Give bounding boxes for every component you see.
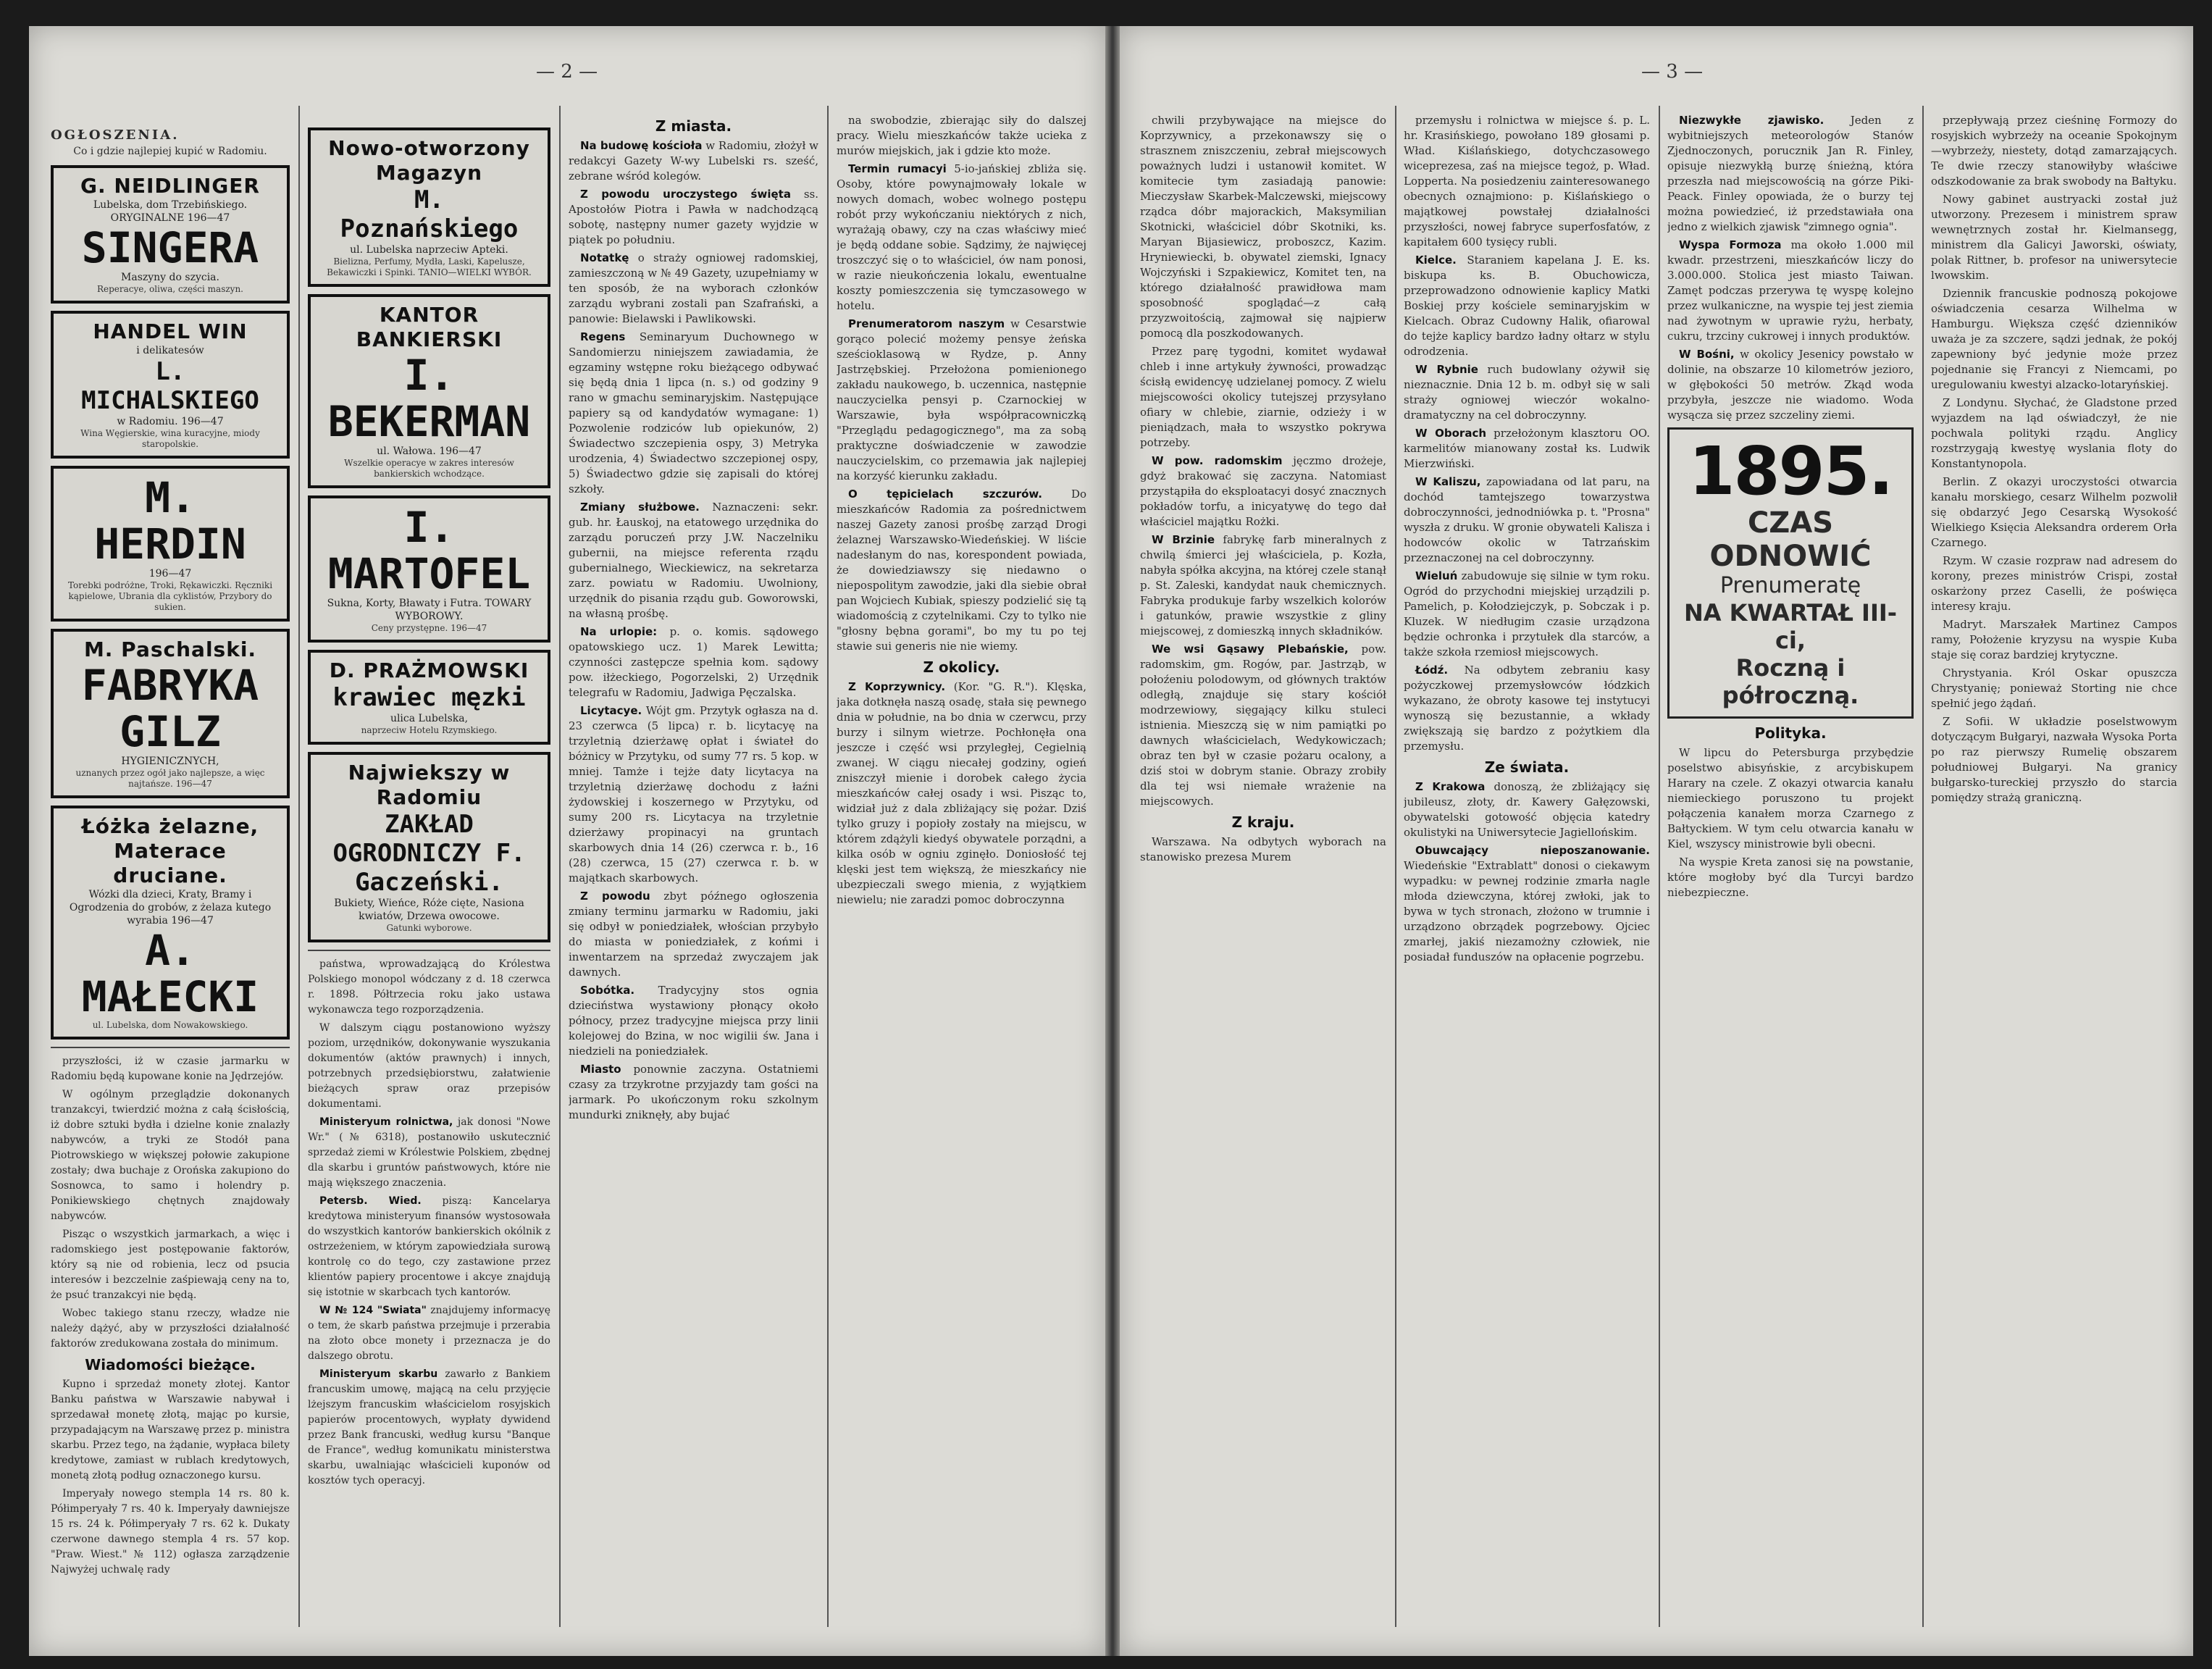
- ad-small-print: Reperacye, oliwa, części maszyn.: [96, 284, 243, 294]
- news-item-heading: W Brzinie: [1152, 533, 1215, 546]
- ad-small-print: Torebki podróżne, Troki, Rękawiczki. Ręczniki kąpielowe, Ubrania dla cyklistów, Przybory do sukien.: [67, 580, 273, 612]
- news-item-text: jęczmo drożeje, gdyż brakować się zaczyna. Natomiast przystąpiła do eksploatacyi dosyć znacznych pokładów torfu, a inicyatywę do tego dał właściciel majątku Rożki.: [1140, 454, 1386, 528]
- paragraph: Warszawa. Na odbytych wyborach na stanowisko prezesa Murem: [1140, 835, 1386, 863]
- news-item: [1404, 843, 1650, 965]
- paragraph: Wobec takiego stanu rzeczy, władze nie należy dążyć, aby w przyszłości działalność faktorów zredukowana została do minimum.: [51, 1308, 290, 1350]
- ad-headline: krawiec męzki: [332, 683, 526, 712]
- ads-section-title: OGŁOSZENIA.: [51, 127, 180, 143]
- ad-headline: SINGERA: [81, 223, 259, 272]
- advertisement: [51, 466, 290, 622]
- news-item-heading: Niezwykłe zjawisko.: [1679, 114, 1825, 127]
- news-item: [1404, 426, 1650, 472]
- divider: [308, 950, 550, 951]
- news-item-heading: W pow. radomskim: [1152, 454, 1283, 467]
- news-item-heading: W Bośni,: [1679, 348, 1735, 361]
- news-item: [837, 317, 1086, 484]
- news-item-heading: W Kaliszu,: [1415, 475, 1481, 488]
- news-item: [308, 1194, 550, 1300]
- column-rule: [559, 106, 561, 1627]
- news-item: [569, 983, 818, 1059]
- section-heading: Z okolicy.: [923, 658, 1000, 676]
- news-item-text: jak donosi "Nowe Wr." (№ 6318), postanowiło uskutecznić sprzedaż ziemi w Królestwie Polskiem, zbędnej dla skarbu i gruntów państwowych, które nie mają większego znaczenia.: [308, 1116, 550, 1189]
- ad-footer: Maszyny do szycia.: [121, 272, 219, 283]
- column-rule: [1659, 106, 1660, 1627]
- news-item-heading: Zmiany służbowe.: [580, 501, 700, 514]
- ad-headline: M. HERDIN: [94, 473, 246, 569]
- news-item-text: ruch budowlany ożywił się nieznacznie. Dnia 12 b. m. odbył się w sali straży ogniowej wieczór wokalno-dramatyczny na cel dobroczynny.: [1404, 363, 1650, 422]
- paragraph: Madryt. Marszałek Martinez Campos ramy, Położenie kryzysu na wyspie Kuba staje się coraz bardziej krytyczne.: [1931, 618, 2177, 661]
- column-rule: [298, 106, 300, 1627]
- ad-footer: ul. Lubelska naprzeciw Apteki.: [350, 244, 508, 256]
- news-item-heading: W Rybnie: [1415, 363, 1478, 376]
- news-column-3: [569, 113, 818, 1627]
- news-column-8: [1931, 113, 2177, 1627]
- news-item: [837, 162, 1086, 314]
- news-column-5: [1140, 113, 1386, 1627]
- news-item-text: Jeden z wybitniejszych meteorologów Stanów Zjednoczonych, porucznik Jan R. Finley, opisuje niezwykłą burzę śnieżną, która przeszła nad miejscowością na górze Piki-Peack. Finley opowiada, że o burzy tej można powiedzieć, iż przedstawiała ona jedno z wielkich zjawisk "zimnego ognia".: [1667, 114, 1914, 233]
- news-item-heading: Z powodu: [580, 890, 650, 903]
- advertisement: [51, 806, 290, 1040]
- paragraph: Na wyspie Kreta zanosi się na powstanie, które mogłoby być dla Turcyi bardzo niebezpieczne.: [1667, 856, 1914, 899]
- news-item-text: znajdujemy informacyę o tem, że skarb państwa przejmuje i przerabia na złoto obce monety i przeznacza je do dalszego obrotu.: [308, 1305, 550, 1362]
- news-item: [1140, 642, 1386, 809]
- news-item-heading: Termin rumacyi: [848, 162, 947, 175]
- ad-headline: L. MICHALSKIEGO: [81, 357, 259, 415]
- paragraph: chwili przybywające na miejsce do Koprzywnicy, a przekonawszy się o strasznem zniszczeniu, zebrał miejscowych poważnych ludzi i ustanowił komitet. W komitecie tym zasiadają panowie: Mieczysław Skarbek-Malczewski, miejscowy rządca dóbr majorackich, Maksymilian Skotnicki, właściciel dóbr Skotniki, ks. Maryan Bijasiewicz, proboszcz, Kazim. Hryniewiecki, b. obywatel ziemski, Ignacy Wojczyński i Szpakiewicz, Komitet ten, na którego działalność prawidłowa mam sposobność spoglądać—z całą przyzwoitością, zajmował się najpierw pomocą dla poszkodowanych.: [1140, 114, 1386, 340]
- news-item-text: p. o. komis. sądowego opatowskiego ucz. 1) Marek Lewitta; czynności zastępcze spełnia kom. sądowy pow. iłżeckiego, Pogorzelski, 2) Urzędnik telegrafu w Radomiu, Jadwiga Pęczalska.: [569, 625, 818, 699]
- ad-headline: A. MAŁECKI: [81, 926, 259, 1021]
- ad-headline: FABRYKA GILZ: [81, 661, 259, 756]
- news-item: [1667, 113, 1914, 235]
- ad-headline: I. MARTOFEL: [327, 503, 531, 598]
- column-rule: [1922, 106, 1924, 1627]
- ad-small-print: Wina Węgierskie, wina kuracyjne, miody staropolskie.: [80, 428, 260, 449]
- paragraph: Chrystyania. Król Oskar opuszcza Chrystyanię; ponieważ Storting nie chce spełnić jego żądań.: [1931, 666, 2177, 710]
- news-item-text: zabudowuje się silnie w tym roku. Ogród do przychodni miejskiej urządzili p. Pamelich, p. Kołodziejczyk, p. Sobczak i p. Kluzek. W niedługim czasie urządzona będzie ochronka i przytułek dla starców, a także szkoła rzemiosł miejscowych.: [1404, 569, 1650, 658]
- news-item-heading: Regens: [580, 330, 626, 343]
- news-item-text: pow. radomskim, gm. Rogów, par. Jastrząb, w połoźeniu polodowym, od głównych traktów odległą, znajduje się stary kościół modrzewiowy, sięgający kilku stuleci istnienia. Mieszczą się w nim pamiątki po dawnych właścicielach, Wedykowiczach; obraz ten był w czasie pożaru ocalony, a dziś stoi w dobrym stanie. Obrazy zrobiły dla tej wsi niemałe wrażenie na miejscowych.: [1140, 643, 1386, 808]
- news-item: [1404, 362, 1650, 423]
- news-item: [1404, 253, 1650, 359]
- news-item-heading: We wsi Gąsawy Plebańskie,: [1152, 643, 1349, 656]
- divider: [51, 1047, 290, 1048]
- news-item: [569, 330, 818, 497]
- ad-headline: M. Poznańskiego: [340, 185, 519, 243]
- paragraph: Nowy gabinet austryacki został już utworzony. Prezesem i ministrem spraw wewnętrznych został hr. Kielmansegg, ministrem dla Galicyi Jaworski, oświaty, polak Rittner, b. profesor na uniwersytecie lwowskim.: [1931, 193, 2177, 282]
- paragraph: Z Londynu. Słychać, że Gladstone przed wyjazdem na ląd oświadczył, że nie pochwala polityki rządu. Anglicy rozstrzygają kwestyę wyslania floty do Konstantynopola.: [1931, 396, 2177, 470]
- ad-title: Łóżka żelazne, Materace druciane.: [81, 814, 259, 887]
- news-item: [837, 487, 1086, 654]
- news-item: [1140, 453, 1386, 530]
- ad-footer: 196—47: [148, 568, 192, 580]
- news-item-heading: Łódź.: [1415, 664, 1449, 677]
- left-page: [29, 26, 1105, 1656]
- page-gutter: [1105, 26, 1120, 1656]
- paragraph: W lipcu do Petersburga przybędzie poselstwo abisyńskie, z arcybiskupem Harary na czele. Z okazyi otwarcia kanału niemieckiego poruszono tu projekt połączenia kanałem morza Czarnego z Bałtyckiem. W tym celu otwarcia kanału w Kiel, wszyscy ministrowie byli obecni.: [1667, 746, 1914, 850]
- news-item: [1667, 347, 1914, 423]
- advertisement: [51, 165, 290, 304]
- ad-line: i delikatesów: [136, 345, 204, 356]
- news-item-heading: O tępicielach szczurów.: [848, 488, 1043, 501]
- ad-footer: Sukna, Korty, Bławaty i Futra. TOWARY WYBOROWY.: [327, 598, 532, 622]
- ad-footer: w Radomiu. 196—47: [117, 416, 224, 427]
- ad-line: ORYGINALNE 196—47: [110, 212, 230, 224]
- news-item-text: Staraniem kapelana J. E. ks. biskupa ks. B. Obuchowicza, przeprowadzono odnowienie kaplicy Matki Boskiej przy kościele seminaryjskim w Kielcach. Obraz Cudowny Halik, ofiarowal do tejże kaplicy bardzo ładny ołtarz w stylu odrodzenia.: [1404, 254, 1650, 358]
- paragraph: Rzym. W czasie rozpraw nad adresem do korony, prezes ministrów Crispi, został oskarżony przez Caselli, że poświęca interesy kraju.: [1931, 554, 2177, 613]
- advertisement: [308, 650, 550, 745]
- news-item-text: Naznaczeni: sekr. gub. hr. Łauskoj, na etatowego urzędnika do zarządu poruczeń przy J.W. Naczelniku gubernii, na miejsce referenta rządu gubernialnego, Wieckiewicz, na sekretarza zarz. powiatu w Radomiu. Uwolniony, urzędnik do pisania rządu gub. Goworowski, na własną prośbę.: [569, 501, 818, 620]
- news-item-heading: Notatkę: [580, 251, 629, 264]
- ads-section-subtitle: Co i gdzie najlepiej kupić w Radomiu.: [73, 146, 267, 157]
- ad-footer: HYGIENICZNYCH,: [121, 756, 219, 767]
- ad-footer: Bukiety, Wieńce, Róże cięte, Nasiona kwiatów, Drzewa owocowe.: [334, 898, 524, 922]
- news-column-6: [1404, 113, 1650, 1627]
- paragraph: państwa, wprowadzającą do Królestwa Polskiego monopol wódczany z d. 18 czerwca r. 1898. Półtrzecia roku jako ustawa wykonawcza tego rozporządzenia.: [308, 958, 550, 1016]
- ad-title: Nowo-otworzony Magazyn: [328, 136, 530, 185]
- promo-line: Prenumeratę: [1719, 573, 1861, 598]
- ads-column-2: [308, 127, 550, 1627]
- news-item-text: Do mieszkańców Radomia za pośrednictwem naszej Gazety zanosi prośbę zarząd Drogi żelaznej Warszawsko-Wiedeńskiej. W liście nadesłanym do nas, korespondent powiada, że dowiedziawszy się niedawno o niepospolitym zawodzie, jaki dla siebie obrał pan Wojciech Kubiak, spieszy podzielić się tą wiadomością z czytelnikami. Czy to tylko nie "głosny bębna gorami", bo my tu po tej stawie sui generis nie nie wiemy.: [837, 488, 1086, 653]
- news-item-heading: Licytacye.: [580, 704, 642, 717]
- news-item-text: piszą: Kancelarya kredytowa ministeryum finansów wystosowała do wszystkich kantorów bankierskich okólnik z ostrzeżeniem, w którym zapowiedziała surową kontrolę co do tego, czy zastawione przez klientów papiery procentowe i akcye znajdują się istotnie w skarbcach tych kantorów.: [308, 1195, 550, 1298]
- subscription-notice: [1667, 427, 1914, 719]
- paragraph: przemysłu i rolnictwa w miejsce ś. p. L. hr. Krasińskiego, powołano 189 głosami p. Wład. Kiślańskiego, dotychczasowego wiceprezesa, zaś na miejsce tegoż, p. Wład. Lopperta. Na posiedzeniu zainteresowanego obecnych oznajmiono: p. Kiślańskiego o majątkowej powstałej działalności przyszłości, nowej fabryce superfosfatów, z kapitałem 600 tysięcy rubli.: [1404, 114, 1650, 248]
- paragraph: Przez parę tygodni, komitet wydawał chleb i inne artykuły żywności, prowadząc ścisłą ewidencyę udzielanej pomocy. Z wielu miejscowości okolicy tutejszej przysyłano ofiary w chlebie, ziarnie, odzieży i w pieniądzach, mała to wszystko pokrywa potrzeby.: [1140, 345, 1386, 449]
- ad-small-print: Ceny przystępne. 196—47: [371, 623, 487, 633]
- news-item-text: 5-io-jańskiej zbliża się. Osoby, które powynajmowały lokale w nowych domach, wobec wolnego postępu robót przy wykończaniu niektórych z nich, wyrażają obawy, czy na czas właściwy mieć je będą oddane sobie. Sądzimy, że najwięcej troszczyć się o to właściciel, ów nam ponosi, w razie nieukończenia lokalu, ewentualne koszty pomieszczenia się tymczasowego w hotelu.: [837, 162, 1086, 312]
- news-item: [1667, 238, 1914, 344]
- news-item: [569, 624, 818, 700]
- paragraph: Kupno i sprzedaż monety złotej. Kantor Banku państwa w Warszawie nabywał i sprzedawał monetę złotą, mając po kursie, przypadającym na Warszawę przez p. ministra skarbu. Przez tego, na żądanie, wypłaca bilety kredytowe, zamiast w rublach kredytowych, monetą złotą podług oznaczonego kursu.: [51, 1379, 290, 1481]
- news-item-text: Tradycyjny stos ognia dzieciństwa wystawiony płonący około północy, przez tradycyjne miejsca przy linii kolejowej do Bzina, w noc wigilii św. Jana i niedzieli na poniedziałek.: [569, 984, 818, 1058]
- news-column-4: [837, 113, 1086, 1627]
- paragraph: na swobodzie, zbierając siły do dalszej pracy. Wielu mieszkańców także ucieka z murów miejskich, jak i gdzie kto może.: [837, 114, 1086, 157]
- column-rule: [1395, 106, 1396, 1627]
- section-heading: Z miasta.: [655, 117, 732, 135]
- news-item-heading: Ministeryum skarbu: [319, 1368, 438, 1380]
- advertisement: [308, 495, 550, 643]
- ad-title: KANTOR BANKIERSKI: [356, 303, 503, 351]
- ad-line: Lubelska, dom Trzebińskiego.: [93, 199, 248, 211]
- news-item-text: przełożonym klasztoru OO. karmelitów mianowany został ks. Ludwik Mierzwiński.: [1404, 427, 1650, 470]
- news-item-text: Seminaryum Duchownego w Sandomierzu niniejszem zawiadamia, że egzaminy wstępne roku bieżącego odbywać się będą dnia 1 lipca (n. s.) od godziny 9 rano w gmachu seminaryjskim. Następujące papiery są od kandydatów wymagane: 1) Pozwolenie rodziców lub opiekunów, 2) Świadectwo szczepienia ospy, 3) Metryka urodzenia, 4) Świadectwo szczepionej ospy, 5) Świadectwo gdzie się zapisali do której szkoły.: [569, 330, 818, 495]
- ad-footer: ulica Lubelska,: [390, 713, 469, 724]
- ad-small-print: Gatunki wyborowe.: [386, 923, 472, 933]
- news-item: [308, 1367, 550, 1489]
- promo-year: 1895.: [1688, 432, 1893, 510]
- news-item-text: w Cesarstwie gorąco polecić możemy pensye żeńska sześcioklasową w Rydze, p. Anny Jastrzębskiej. Przełożona pomienionego zakładu naukowego, b. uczennica, następnie nauczycielka pensyi p. Czarnockiej w Warszawie, była współpracowniczką "Przeglądu pedagogicznego", ma za sobą praktyczne doświadczenie w zawodzie nauczycielskim, co przemawia jak najlepiej na korzyść kierunku zakładu.: [837, 317, 1086, 482]
- news-item: [1404, 779, 1650, 840]
- news-item: [569, 1062, 818, 1123]
- news-item-text: w okolicy Jesenicy powstało w dolinie, na obszarze 10 kilometrów jezioro, w głębokości 50 metrów. Zkąd woda przybyła, jeszcze nie wiadomo. Woda wysącza się przez szczeliny ziemi.: [1667, 348, 1914, 422]
- ads-column-1: [51, 127, 290, 1627]
- news-item-text: Wiedeńskie "Extrablatt" donosi o ciekawym wypadku: w pewnej rodzinie zmarła nagle młoda dziewczyna, której zwłoki, jak to bywa w tych stronach, złożono w trumnie i urządzono obrządek pogrzebowy. Ojciec zmarłej, jakiś niezamożny człowiek, nie posiadał funduszów na opłacenie pogrzebu.: [1404, 859, 1650, 963]
- news-item: [1404, 663, 1650, 754]
- paragraph: Pisząc o wszystkich jarmarkach, a więc i radomskiego jest postępowanie faktorów, który są nie od robienia, lecz od psucia interesów i bezczelnie zaśpiewają ceny na to, że psuć tranzakcyi nie będą.: [51, 1229, 290, 1301]
- news-item: [569, 500, 818, 622]
- news-item-text: w Radomiu, złożył w redakcyi Gazety W-wy Lubelski rs. sześć, zebrane wśród kolegów.: [569, 139, 818, 183]
- news-item-heading: Miasto: [580, 1063, 621, 1076]
- news-item: [569, 138, 818, 184]
- paragraph: Imperyały nowego stempla 14 rs. 80 k. Półimperyały 7 rs. 40 k. Imperyały dawniejsze 15 rs. 24 k. Półimperyały 7 rs. 62 k. Dukaty czerwone dawnego stempla 4 rs. 57 kop. "Praw. Wiest." № 112) ogłasza zarządzenie Najwyżej uchwalę rady: [51, 1488, 290, 1576]
- news-item-heading: Wieluń: [1415, 569, 1458, 582]
- paragraph: Dziennik francuskie podnoszą pokojowe oświadczenia cesarza Wilhelma w Hamburgu. Większa część dzienników uważa je za szczere, sądzi jednak, że pokój zapewniony być jedynie może przez pojednanie się Francyi z Niemcami, po uregulowaniu kwestyi alzacko-lotaryńskiej.: [1931, 287, 2177, 391]
- ad-small-print: ul. Lubelska, dom Nowakowskiego.: [92, 1020, 248, 1030]
- news-item-heading: W Oborach: [1415, 427, 1487, 440]
- advertisement: [308, 127, 550, 287]
- ad-small-print: Bielizna, Perfumy, Mydła, Laski, Kapelusze, Bekawiczki i Spinki. TANIO—WIELKI WYBÓR.: [327, 256, 532, 277]
- news-item: [569, 889, 818, 980]
- advertisement: [308, 294, 550, 488]
- ad-title: D. PRAŻMOWSKI: [329, 658, 529, 682]
- news-item-text: zawarło z Bankiem francuskim umowę, mającą na celu przyjęcie lżejszym francuskim właścicielom rosyjskich papierów procentowych, wypłaty dywidend przez Bank francuski, według kursu "Banque de France", według komunikatu ministerstwa skarbu, uwalniając właścicieli kuponów od kosztów tych operacyj.: [308, 1368, 550, 1486]
- promo-headline: CZAS ODNOWIĆ: [1709, 506, 1872, 573]
- ad-footer: ul. Wałowa. 196—47: [377, 446, 482, 457]
- section-heading: Z kraju.: [1231, 813, 1295, 831]
- advertisement: [51, 311, 290, 459]
- ad-headline: I. BEKERMAN: [327, 351, 531, 446]
- news-item-text: zbyt późnego ogłoszenia zmiany terminu jarmarku w Radomiu, jaki się odbył w poniedziałek, włościan przybyło do miasta w poniedziałek, z końmi i inwentarzem na sprzedaż zwyczajem jak dawnych.: [569, 890, 818, 979]
- ad-small-print: Wszelkie operacye w zakres interesów bankierskich wchodzące.: [344, 458, 514, 479]
- news-item-text: Na odbytem zebraniu kasy pożyczkowej przemysłowców łódzkich wykazano, że obroty kasowe tej instytucyi wynoszą się bezustannie, a wkłady zwiększają się bardzo z pożytkiem dla przemysłu.: [1404, 664, 1650, 753]
- news-item-text: ponownie zaczyna. Ostatniemi czasy za trzykrotne przyjazdy tam gości na jarmark. Po ukończonym roku szkolnym mundurki zniknęły, aby bujać: [569, 1063, 818, 1121]
- news-item-heading: Wyspa Formoza: [1679, 238, 1782, 251]
- news-item: [308, 1115, 550, 1191]
- news-item-heading: Sobótka.: [580, 984, 635, 997]
- news-item-text: (Kor. "G. R."). Klęska, jaka dotknęła naszą osadę, stała się pewnego dnia w południe, na bo dnia w czerwcu, przy burzy i silnym wietrze. Pochłonęła ona jeszcze i część wsi przyległej, Cegielnią zwanej. W ciągu niecałej godziny, ogień zniszczył mienie i dorobek całego życia mieszkańców całej osady i wsi. Pisząc to, widział już z dala zbliżający się pożar. Dziś tylko gruzy i popioły zostały na miejscu, w którem zdążyli kiedyś obywatele porządni, a kilka osób w ogniu zginęło. Doniosłość tej klęski jest tem większą, że mieszkańcy nie ubezpieczali swego mienia, z wyjątkiem niewielu; nie zaradzi pomoc dobroczynna: [837, 680, 1086, 906]
- section-heading: Wiadomości bieżące.: [85, 1356, 256, 1373]
- advertisement: [51, 629, 290, 798]
- ad-title: Najwiekszy w Radomiu: [348, 761, 511, 809]
- news-item-heading: Na budowę kościoła: [580, 139, 703, 152]
- paragraph: Berlin. Z okazyi uroczystości otwarcia kanału morskiego, cesarz Wilhelm pozwolił się obdarzyć Jego Cesarską Wysokość Wielkiego Księcia Aleksandra orderem Orła Czarnego.: [1931, 475, 2177, 549]
- right-page: [1120, 26, 2193, 1656]
- news-item-text: Wójt gm. Przytyk ogłasza na d. 23 czerwca (5 lipca) r. b. licytacyę na trzyletnią dzierżawę opłat i świateł do bóżnicy w Przytyku, od sumy 77 rs. 5 kop. w mniej. Tamże i tejże daty licytacya na trzyletnią dzierżawę dochodu z łaźni żydowskiej i koszernego w Przytyku, od sumy 200 rs. Licytacya na trzyletnie dzierżawy propinacyi na gruntach skarbowych dnia 14 (26) czerwca r. b., 16 (28) czerwca, 15 (27) czerwca r. b. w majątkach skarbowych.: [569, 704, 818, 884]
- news-item: [837, 679, 1086, 908]
- column-rule: [827, 106, 829, 1627]
- section-heading: Polityka.: [1754, 724, 1827, 742]
- news-item-heading: Z Koprzywnicy.: [848, 680, 946, 693]
- news-item-heading: Petersb. Wied.: [319, 1195, 422, 1207]
- news-item-text: ma około 1.000 mil kwadr. przestrzeni, mieszkańców liczy do 3.000.000. Stolica jest miasto Taiwan. Zamęt podczas przerywa tę wyspę kolejno przez wulkaniczne, na wyspie tej jest ziemia nad żywotnym w uprawie ryżu, herbaty, cukru, trzciny cukrowej i innych produktów.: [1667, 238, 1914, 343]
- news-item-text: o straży ogniowej radomskiej, zamieszczoną w № 49 Gazety, uzupełniamy w ten sposób, że na wyborach członków zarządu wybrani zostali pan Szafrański, a panowie: Bielawski i Pawlikowski.: [569, 251, 818, 325]
- page-number: — 2 —: [536, 61, 598, 83]
- paragraph: Z Sofii. W układzie poselstwowym dotyczącym Bułgaryi, nazwała Wysoka Porta po raz pierwszy Rumelię obszarem południowej Bułgaryi. Na granicy bułgarsko-tureckiej przyszło do starcia pomiędzy strażą graniczną.: [1931, 715, 2177, 804]
- ad-small-print: naprzeciw Hotelu Rzymskiego.: [361, 725, 498, 735]
- news-item-heading: Z Krakowa: [1415, 780, 1486, 793]
- news-item: [569, 187, 818, 248]
- paragraph: W dalszym ciągu postanowiono wyższy poziom, urzędników, dokonywanie wyszukania dokumentów (aktów prawnych) i innych, potrzebnych przedsiębiorstwu, załatwienie bieżących spraw oraz przepisów dokumentami.: [308, 1022, 550, 1110]
- ad-title: G. NEIDLINGER: [80, 174, 260, 198]
- page-number: — 3 —: [1641, 61, 1704, 83]
- news-item-text: ss. Apostołów Piotra i Pawła w nadchodzącą sobotę, następny numer gazety wyjdzie w piątek po południu.: [569, 188, 818, 246]
- news-item: [1404, 569, 1650, 660]
- ad-line: Wózki dla dzieci, Kraty, Bramy i Ogrodzenia do grobów, z żelaza kutego wyrabia 196—47: [69, 889, 272, 926]
- ad-small-print: uznanych przez ogół jako najlepsze, a więc najtańsze. 196—47: [75, 768, 265, 789]
- promo-line: NA KWARTAŁ III-ci,: [1683, 599, 1898, 654]
- news-item-heading: Prenumeratorom naszym: [848, 317, 1005, 330]
- ad-headline: ZAKŁAD OGRODNICZY F. Gaczeński.: [332, 810, 526, 897]
- paragraph: przyszłości, iż w czasie jarmarku w Radomiu będą kupowane konie na Jędrzejów.: [51, 1055, 290, 1082]
- news-item-text: zapowiadana od lat paru, na dochód tamtejszego towarzystwa dobroczynności, jednodniówka p. t. "Prosna" wyszła z druku. W gronie obywateli Kalisza i hodowców okolic w Tatrzańskim przeznaczonej na cel dobroczynny.: [1404, 475, 1650, 564]
- section-heading: Ze świata.: [1484, 758, 1570, 776]
- ad-title: M. Paschalski.: [83, 637, 257, 661]
- news-item-heading: Z powodu uroczystego święta: [580, 188, 791, 201]
- news-item-text: fabrykę farb mineralnych z chwilą śmierci jej właściciela, p. Kozła, nabyła spółka akcyjna, na której czele stanął p. St. Zaleski, kandydat nauk chemicznych. Fabryka produkuje farby wszelkich kolorów i gatunków, prawie wszystkie z gliny miejscowej, z domieszką innych składników.: [1140, 533, 1386, 637]
- news-item: [569, 703, 818, 886]
- news-item-heading: Na urlopie:: [580, 625, 658, 638]
- news-item: [1140, 532, 1386, 639]
- news-item-heading: Obuwcający nieposzanowanie.: [1415, 844, 1650, 857]
- news-item: [569, 251, 818, 327]
- ad-title: HANDEL WIN: [93, 319, 248, 343]
- news-item-heading: Ministeryum rolnictwa,: [319, 1116, 453, 1128]
- advertisement: [308, 752, 550, 942]
- news-item-heading: Kielce.: [1415, 254, 1457, 267]
- promo-line: Roczną i półroczną.: [1722, 654, 1859, 709]
- paragraph: przepływają przez cieśninę Formozy do rosyjskich wybrzeży na oceanie Spokojnym—wybrzeży, niestety, dotąd zamarzających. Te dwie rzeczy stanowiłyby właściwe odszkodowanie za brak swobody na Bałtyku.: [1931, 114, 2177, 188]
- news-item: [1404, 474, 1650, 566]
- news-item-heading: W № 124 "Swiata": [319, 1305, 427, 1316]
- news-item-text: donoszą, że zbliżający się jubileusz, złoty, dr. Kawery Gałęzowski, obywatelski gotowość objęcia katedry okulistyki na Uniwersytecie Jagiellońskim.: [1404, 780, 1650, 839]
- paragraph: W ogólnym przeglądzie dokonanych tranzakcyi, twierdzić można z całą ścisłością, iż dobre sztuki bydła i dzielne konie znalazły nabywców, a tryki ze Stodół pana Piotrowskiego w większej połowie zakupione zostały; dwa buchaje z Orońska zakupiono do Sosnowca, to samo i holendry p. Ponikiewskiego chętnych znajdowały nabywców.: [51, 1089, 290, 1222]
- news-column-7: [1667, 113, 1914, 1627]
- news-item: [308, 1303, 550, 1364]
